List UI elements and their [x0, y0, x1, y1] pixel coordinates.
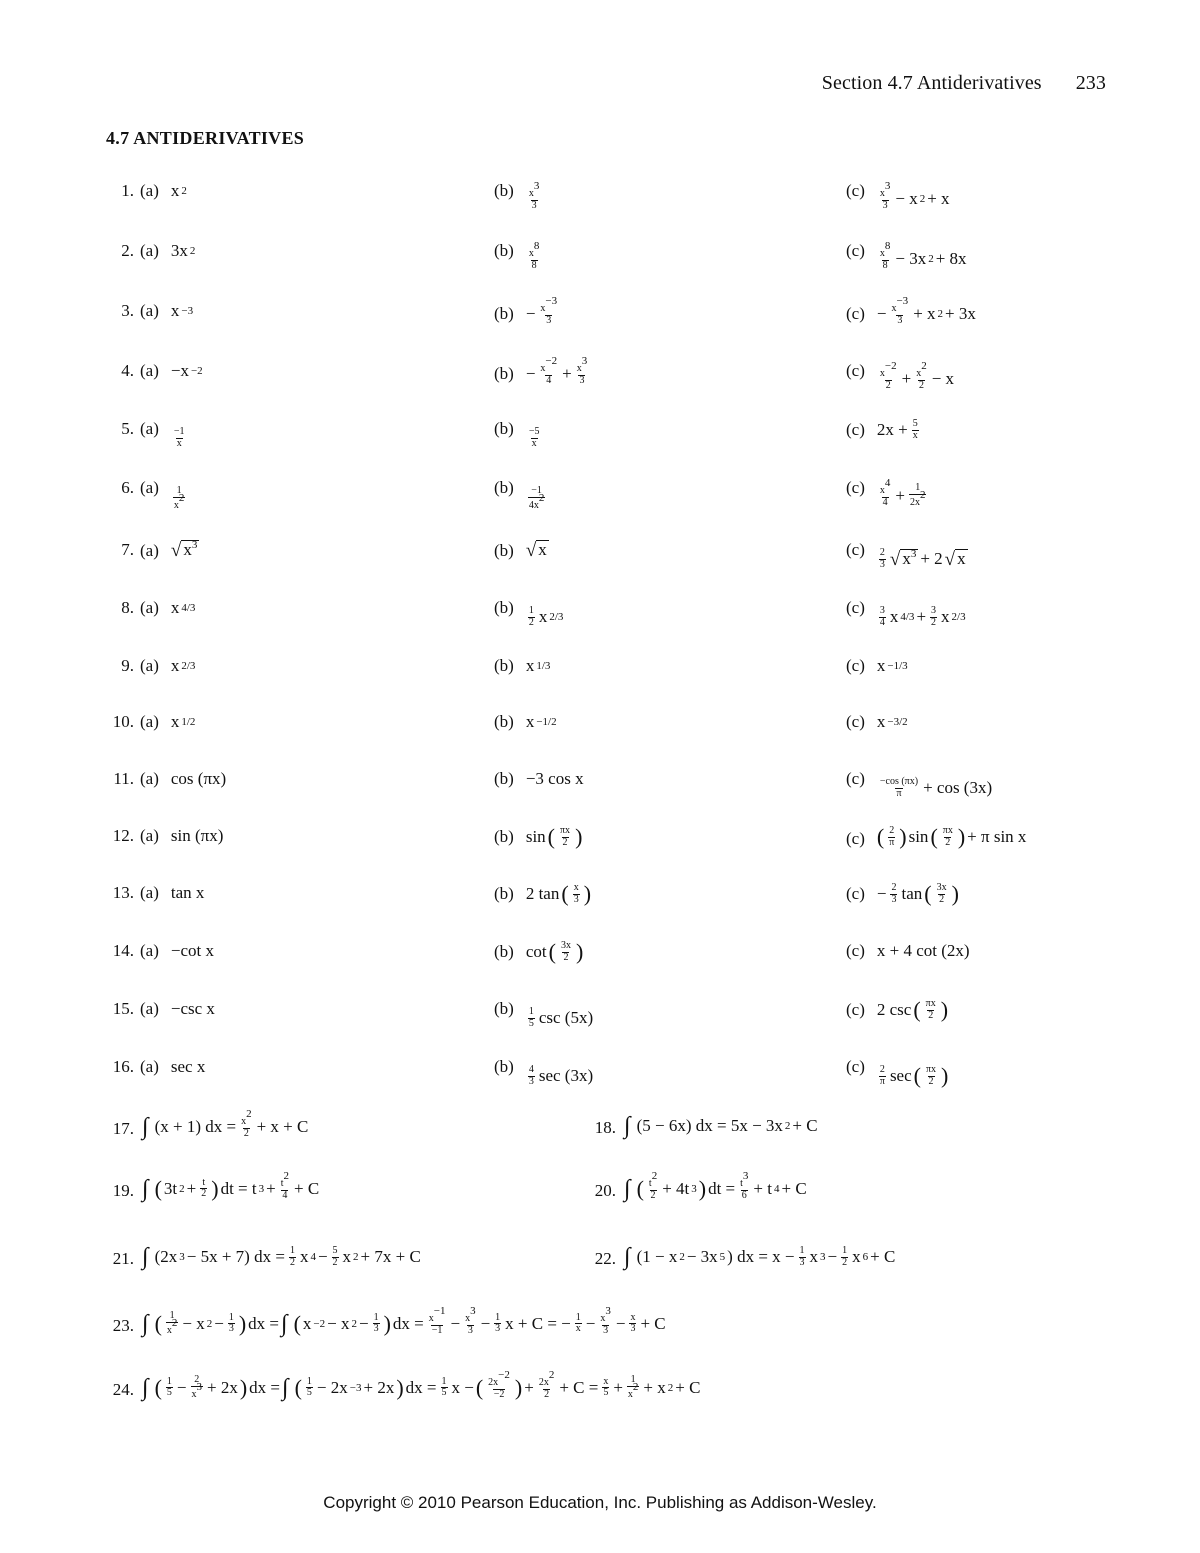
part-label: (c) — [846, 478, 865, 497]
copyright-footer: Copyright © 2010 Pearson Education, Inc. Publishing as Addison-Wesley. — [323, 1493, 877, 1512]
part-label: (c) — [846, 829, 865, 848]
answer-a: x 2/3 — [170, 656, 196, 675]
part-label: (c) — [846, 1057, 865, 1076]
part-c — [846, 540, 968, 570]
answer-a: −cot x — [170, 941, 214, 960]
section-title: 4.7 ANTIDERIVATIVES — [106, 128, 305, 148]
part-label: (c) — [846, 361, 865, 380]
integral-problem — [588, 1245, 895, 1285]
part-label: (b) — [494, 540, 514, 560]
problem-number: 4. — [121, 361, 134, 380]
part-label: (b) — [494, 598, 514, 617]
answer-a: 3x 2 — [170, 241, 196, 260]
answer-c: $\frac{3}{4}$ x 4/3 + $\frac{3}{2}$ x 2/3 — [879, 605, 966, 628]
part-label: (b) — [494, 303, 514, 323]
answer-a: sin (πx) — [170, 826, 224, 845]
part-label: (a) — [140, 241, 159, 260]
integral-problem — [106, 1245, 421, 1285]
part-a — [140, 826, 223, 846]
part-a — [140, 999, 215, 1019]
part-c — [846, 769, 992, 799]
answer-a: √ $x^3$ — [170, 539, 198, 561]
part-label: (b) — [494, 942, 514, 961]
problem-row — [106, 478, 1106, 518]
answer-c: x −3/2 — [876, 712, 908, 731]
part-c — [846, 712, 908, 732]
part-b — [494, 181, 542, 211]
part-a — [140, 941, 214, 961]
part-c — [846, 999, 948, 1021]
part-b — [494, 941, 583, 963]
problem-number: 23. — [112, 1315, 134, 1335]
part-a — [140, 712, 195, 732]
answer-a: tan x — [170, 883, 205, 902]
answer-b: sin ( $\frac{\pi x}{2}$ ) — [525, 824, 583, 849]
part-label: (a) — [140, 826, 159, 845]
problem-number: 19. — [112, 1180, 134, 1200]
problem-row — [106, 769, 1106, 809]
answer-c: 2 csc ( $\frac{\pi x}{2}$ ) — [876, 997, 949, 1022]
answer-a: x 1/2 — [170, 712, 196, 731]
part-b — [494, 826, 582, 848]
part-label: (c) — [846, 598, 865, 617]
problem-row — [106, 1057, 1106, 1097]
part-label: (b) — [494, 181, 514, 200]
answer-b: $\frac{1}{5}$ csc (5x) — [528, 1006, 594, 1029]
part-a — [140, 419, 188, 449]
part-b — [494, 598, 563, 628]
answer-a: −x −2 — [170, 361, 203, 380]
part-b — [494, 883, 591, 905]
part-b — [494, 999, 593, 1029]
part-a — [140, 301, 193, 321]
part-b — [494, 241, 542, 271]
problem-number: 7. — [121, 540, 134, 559]
part-a — [140, 181, 187, 201]
part-label: (c) — [846, 884, 865, 903]
answer-c: $\frac{x^8}{8}$ − 3x 2 + 8x — [879, 240, 967, 271]
problem-number: 9. — [121, 656, 134, 675]
part-a — [140, 883, 204, 903]
answer-b: $\frac{x^8}{8}$ — [528, 240, 540, 271]
answer-a: x 4/3 — [170, 598, 196, 617]
part-c — [846, 181, 950, 211]
answer-b: 2 tan ( $\frac{x}{3}$ ) — [525, 881, 592, 906]
part-label: (a) — [140, 999, 159, 1018]
integral-problem — [106, 1369, 701, 1415]
problem-number: 6. — [121, 478, 134, 497]
part-label: (b) — [494, 999, 514, 1018]
integral-problem — [106, 1305, 666, 1351]
part-label: (a) — [140, 712, 159, 731]
problem-row — [106, 181, 1106, 221]
answer-c: $\frac{-\cos (\pi x)}{\pi}$ + cos (3x) — [879, 776, 993, 799]
problem-number: 10. — [112, 712, 134, 731]
part-label: (a) — [140, 656, 159, 675]
problem-number: 8. — [121, 598, 134, 617]
problem-row — [106, 712, 1106, 752]
integral-problem — [106, 1170, 320, 1216]
part-c — [846, 478, 928, 508]
integral-expression: ∫ ( 3t 2 + $\frac{t}{2}$ ) dt = t 3 + $\frac{t^2}{4}$ + C — [142, 1170, 320, 1202]
problem-row — [106, 826, 1106, 866]
part-label: (b) — [494, 1057, 514, 1076]
problem-number: 18. — [594, 1118, 616, 1137]
part-label: (c) — [846, 941, 865, 960]
problem-number: 3. — [121, 301, 134, 320]
part-c — [846, 295, 976, 326]
answer-b: −3 cos x — [525, 769, 584, 788]
integral-problem — [588, 1170, 807, 1216]
part-b — [494, 295, 560, 326]
part-label: (b) — [494, 712, 514, 731]
problem-row — [106, 295, 1106, 341]
part-a — [140, 361, 203, 381]
integral-expression: ∫ (2x 3 − 5x + 7) dx = $\frac{1}{2}$ x 4 − $\frac{5}{2}$ x 2 + 7x + C — [142, 1244, 421, 1270]
part-label: (c) — [846, 656, 865, 675]
answer-b: − $\frac{x^{-3}}{3}$ — [525, 295, 558, 326]
part-a — [140, 656, 195, 676]
answer-c: x −1/3 — [876, 656, 908, 675]
part-label: (a) — [140, 361, 159, 380]
answer-b: $\frac{1}{2}$ x 2/3 — [528, 605, 564, 628]
problem-row — [106, 656, 1106, 696]
problem-number: 16. — [112, 1057, 134, 1076]
problem-number: 13. — [112, 883, 134, 902]
part-b — [494, 712, 557, 732]
answer-a: sec x — [170, 1057, 206, 1076]
running-header — [822, 72, 1106, 95]
part-c — [846, 883, 959, 905]
answer-b: $\frac{x^3}{3}$ — [528, 180, 540, 211]
answer-b: x −1/2 — [525, 712, 557, 731]
problem-row — [106, 419, 1106, 459]
integral-expression: ∫ ( $\frac{1}{5}$ − $\frac{2}{x^3}$ + 2x ) dx = ∫ ( $\frac{1}{5}$ − 2x −3 + 2x ) dx = $\frac{1}{5}$ x − ( $\frac{2x^{-2}}{-2}$ ) + $\frac{2x^2}{2}$ + C = $\frac{x}{5}$ + $\frac{1}{x^2}$ + x 2 + C — [142, 1369, 701, 1401]
part-label: (b) — [494, 827, 514, 846]
answer-b: $\frac{4}{3}$ sec (3x) — [528, 1064, 594, 1087]
answer-b: cot ( $\frac{3x}{2}$ ) — [525, 939, 584, 964]
problem-number: 17. — [112, 1118, 134, 1138]
part-label: (a) — [140, 769, 159, 788]
part-c — [846, 941, 970, 961]
problem-row — [106, 598, 1106, 638]
part-a — [140, 478, 187, 511]
part-label: (a) — [140, 478, 159, 497]
answer-a: x 2 — [170, 181, 187, 200]
part-b — [494, 1057, 593, 1087]
part-b — [494, 769, 584, 789]
problem-number: 20. — [594, 1180, 616, 1200]
part-c — [846, 826, 1026, 849]
part-c — [846, 361, 954, 391]
answer-c: $\frac{2}{3}$ √ $x^3$ + 2 √ x — [879, 547, 966, 570]
part-label: (b) — [494, 884, 514, 903]
integral-expression: ∫ (1 − x 2 − 3x 5 ) dx = x − $\frac{1}{3}$ x 3 − $\frac{1}{2}$ x 6 + C — [624, 1244, 896, 1270]
part-label: (a) — [140, 1057, 159, 1076]
answer-b: √ x — [525, 539, 547, 561]
part-c — [846, 241, 967, 271]
integral-expression: ∫ (x + 1) dx = $\frac{x^2}{2}$ + x + C — [142, 1108, 309, 1140]
problem-number: 5. — [121, 419, 134, 438]
part-label: (b) — [494, 419, 514, 438]
part-label: (a) — [140, 301, 159, 320]
answer-b: $\frac{-5}{x}$ — [528, 426, 540, 449]
part-label: (a) — [140, 941, 159, 960]
part-c — [846, 1057, 948, 1087]
part-label: (a) — [140, 181, 159, 200]
part-label: (c) — [846, 540, 865, 559]
problem-number: 1. — [121, 181, 134, 200]
part-a — [140, 241, 195, 261]
part-a — [140, 769, 226, 789]
part-label: (c) — [846, 181, 865, 200]
part-label: (b) — [494, 363, 514, 383]
answer-b: $\frac{-1}{4x^2}$ — [528, 485, 545, 511]
answer-c: $\frac{2}{\pi}$ sec ( $\frac{\pi x}{2}$ ) — [879, 1063, 949, 1088]
problem-row — [106, 883, 1106, 923]
part-label: (c) — [846, 712, 865, 731]
answer-b: − $\frac{x^{-2}}{4}$ + $\frac{x^3}{3}$ — [525, 355, 588, 386]
problem-row — [106, 540, 1106, 580]
answer-c: x + 4 cot (2x) — [876, 941, 970, 960]
part-c — [846, 656, 908, 676]
problem-row — [106, 941, 1106, 981]
part-b — [494, 419, 542, 449]
answer-c: 2x + $\frac{5}{x}$ — [876, 418, 918, 441]
answer-c: $\frac{x^{-2}}{2}$ + $\frac{x^2}{2}$ − x — [879, 360, 955, 391]
page-number: 233 — [1075, 72, 1106, 94]
problem-number: 22. — [594, 1249, 616, 1268]
answer-c: ( $\frac{2}{\pi}$ ) sin ( $\frac{\pi x}{2}$ ) + π sin x — [876, 824, 1027, 849]
problem-row — [106, 241, 1106, 281]
answer-c: − $\frac{2}{3}$ tan ( $\frac{3x}{2}$ ) — [876, 881, 959, 906]
answer-c: − $\frac{x^{-3}}{3}$ + x 2 + 3x — [876, 295, 976, 326]
part-label: (a) — [140, 419, 159, 438]
answer-a: −csc x — [170, 999, 215, 1018]
part-b — [494, 656, 550, 676]
part-c — [846, 598, 966, 628]
integral-expression: ∫ ( $\frac{1}{x^2}$ − x 2 − $\frac{1}{3}$ ) dx = ∫ ( x −2 − x 2 − $\frac{1}{3}$ ) dx = $\frac{x^{-1}}{-1}$ − $\frac{x^3}{3}$ − $\frac{1}{3}$ x + C = − $\frac{1}{x}$ − $\frac{x^3}{3}$ − $\frac{x}{3}$ + C — [142, 1305, 666, 1337]
part-b — [494, 478, 547, 511]
problem-row — [106, 355, 1106, 401]
integral-problem — [106, 1108, 309, 1154]
problem-number: 21. — [112, 1249, 134, 1268]
part-label: (a) — [140, 883, 159, 902]
answer-a: $\frac{1}{x^2}$ — [173, 485, 185, 511]
part-label: (c) — [846, 241, 865, 260]
integral-problem — [588, 1114, 818, 1154]
part-a — [140, 598, 195, 618]
part-label: (c) — [846, 769, 865, 788]
part-label: (c) — [846, 303, 865, 323]
header-section: Section 4.7 Antiderivatives — [821, 72, 1042, 94]
part-label: (b) — [494, 769, 514, 788]
answer-a: $\frac{-1}{x}$ — [173, 426, 185, 449]
part-b — [494, 355, 590, 386]
part-label: (b) — [494, 656, 514, 675]
part-label: (c) — [846, 1000, 865, 1019]
part-label: (b) — [494, 241, 514, 260]
problem-number: 24. — [112, 1379, 134, 1399]
part-a — [140, 1057, 205, 1077]
part-c — [846, 419, 921, 441]
part-label: (a) — [140, 598, 159, 617]
answer-b: x 1/3 — [525, 656, 551, 675]
integral-expression: ∫ ( $\frac{t^2}{2}$ + 4t 3 ) dt = $\frac{t^3}{6}$ + t 4 + C — [624, 1170, 807, 1202]
answer-a: x −3 — [170, 301, 194, 320]
problem-number: 2. — [121, 241, 134, 260]
problem-number: 14. — [112, 941, 134, 960]
answer-a: cos (πx) — [170, 769, 227, 788]
part-label: (b) — [494, 478, 514, 497]
problem-number: 12. — [112, 826, 134, 845]
part-label: (c) — [846, 420, 865, 439]
problem-row — [106, 999, 1106, 1039]
part-a — [140, 540, 199, 561]
answer-c: $\frac{x^3}{3}$ − x 2 + x — [879, 180, 950, 211]
problem-number: 15. — [112, 999, 134, 1018]
problem-number: 11. — [113, 769, 134, 788]
answer-c: $\frac{x^4}{4}$ + $\frac{1}{2x^2}$ — [879, 477, 926, 508]
part-label: (a) — [140, 540, 159, 560]
part-b — [494, 540, 549, 561]
integral-expression: ∫ (5 − 6x) dx = 5x − 3x 2 + C — [624, 1113, 818, 1139]
